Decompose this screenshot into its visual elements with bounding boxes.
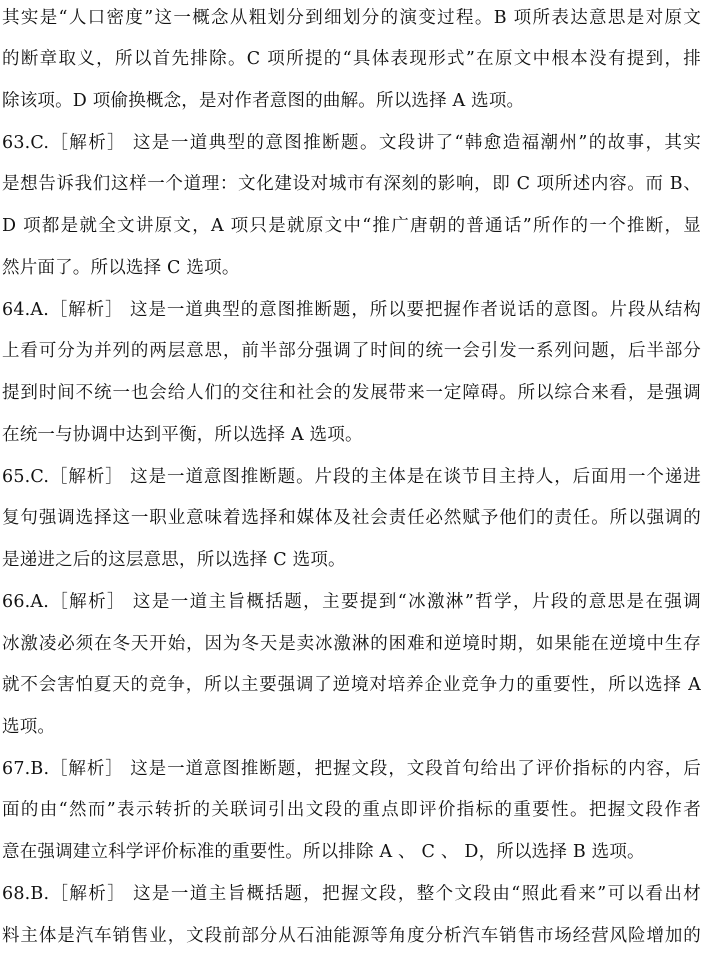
answer-68-line: 68.B.［解析］ 这是一道主旨概括题，把握文段，整个文段由“照此看来”可以看出材: [2, 884, 701, 904]
answer-64-line: 64.A.［解析］ 这是一道典型的意图推断题，所以要把握作者说话的意图。片段从结构: [2, 300, 701, 320]
text-line: 然片面了。所以选择 C 选项。: [2, 258, 240, 278]
text-line: 除该项。D 项偷换概念，是对作者意图的曲解。所以选择 A 选项。: [2, 91, 525, 111]
answer-65-line: 65.C.［解析］ 这是一道意图推断题。片段的主体是在谈节目主持人，后面用一个递进: [2, 467, 701, 487]
text-line: D 项都是就全文讲原文，A 项只是就原文中“推广唐朝的普通话”所作的一个推断，显: [2, 216, 701, 236]
answer-66-line: 66.A.［解析］ 这是一道主旨概括题，主要提到“冰激淋”哲学，片段的意思是在强调: [2, 592, 701, 612]
answer-63-line: 63.C.［解析］ 这是一道典型的意图推断题。文段讲了“韩愈造福潮州”的故事，其实: [2, 133, 701, 153]
text-line: 上看可分为并列的两层意思，前半部分强调了时间的统一会引发一系列问题，后半部分: [2, 341, 701, 361]
text-line: 在统一与协调中达到平衡，所以选择 A 选项。: [2, 425, 363, 445]
text-line: 意在强调建立科学评价标准的重要性。所以排除 A 、 C 、 D，所以选择 B 选项。: [2, 842, 645, 862]
text-line: 提到时间不统一也会给人们的交往和社会的发展带来一定障碍。所以综合来看，是强调: [2, 383, 701, 403]
text-line: 料主体是汽车销售业，文段前部分从石油能源等角度分析汽车销售市场经营风险增加的: [2, 926, 701, 946]
text-line: 冰激凌必须在冬天开始，因为冬天是卖冰激淋的困难和逆境时期，如果能在逆境中生存: [2, 634, 701, 654]
text-line: 选项。: [2, 717, 56, 737]
text-line: 是递进之后的这层意思，所以选择 C 选项。: [2, 550, 346, 570]
answer-67-line: 67.B.［解析］ 这是一道意图推断题，把握文段，文段首句给出了评价指标的内容，后: [2, 759, 701, 779]
text-line: 就不会害怕夏天的竞争，所以主要强调了逆境对培养企业竞争力的重要性，所以选择 A: [2, 675, 701, 695]
text-line: 面的由“然而”表示转折的关联词引出文段的重点即评价指标的重要性。把握文段作者: [2, 800, 701, 820]
text-line: 是想告诉我们这样一个道理：文化建设对城市有深刻的影响，即 C 项所述内容。而 B、: [2, 174, 701, 194]
text-line: 复句强调选择这一职业意味着选择和媒体及社会责任必然赋予他们的责任。所以强调的: [2, 508, 701, 528]
text-line: 的断章取义，所以首先排除。C 项所提的“具体表现形式”在原文中根本没有提到，排: [2, 49, 701, 69]
text-line: 其实是“人口密度”这一概念从粗划分到细划分的演变过程。B 项所表达意思是对原文: [2, 8, 701, 28]
